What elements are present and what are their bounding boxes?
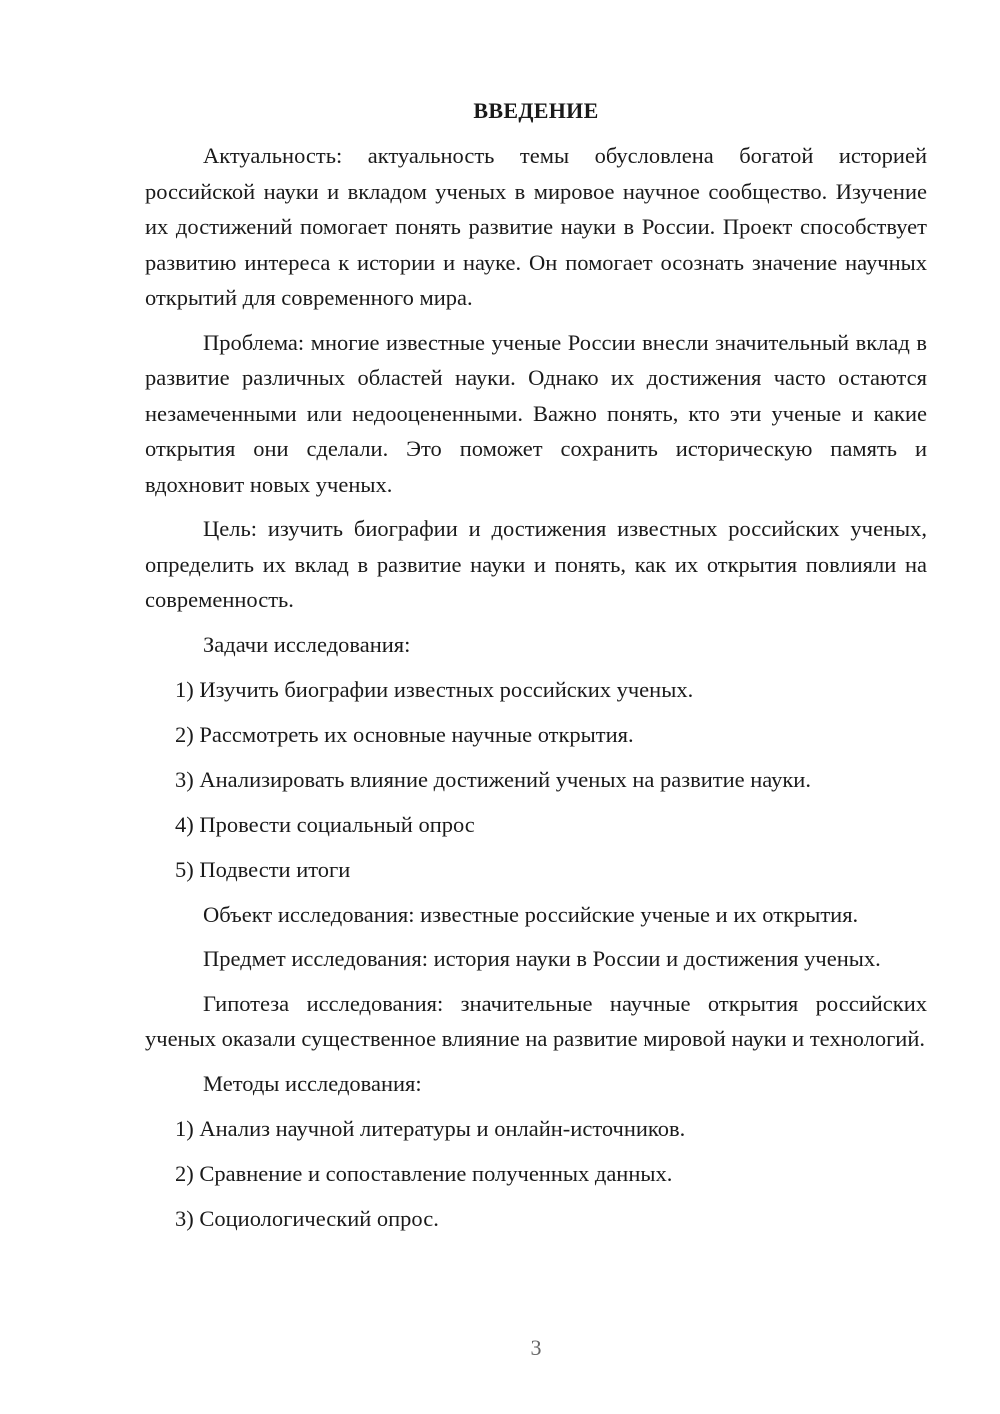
- task-item: 2) Рассмотреть их основные научные открытия.: [175, 721, 634, 747]
- problem-paragraph: Проблема: многие известные ученые России внесли значительный вклад в развитие различных областей науки. Однако их достижения часто остаются незамеченными или недооцененными. Важно понять, кто эти ученые и какие открытия они сделали. Это поможет сохранить историческую память и вдохновит новых ученых.: [145, 329, 927, 497]
- tasks-heading: Задачи исследования:: [203, 631, 411, 657]
- document-page: [145, 96, 927, 1246]
- relevance-paragraph: Актуальность: актуальность темы обусловлена богатой историей российской науки и вкладом ученых в мировое научное сообщество. Изучение их достижений помогает понять развитие науки в России. Проект способствует развитию интереса к истории и науке. Он помогает осознать значение научных открытий для современного мира.: [145, 143, 927, 310]
- method-item: 2) Сравнение и сопоставление полученных данных.: [175, 1160, 673, 1186]
- method-item: 1) Анализ научной литературы и онлайн-источников.: [175, 1115, 686, 1141]
- task-item: 5) Подвести итоги: [175, 856, 351, 882]
- page-number: 3: [530, 1335, 542, 1360]
- section-title: ВВЕДЕНИЕ: [473, 98, 599, 123]
- task-item: 3) Анализировать влияние достижений ученых на развитие науки.: [175, 766, 811, 792]
- task-item: 1) Изучить биографии известных российских ученых.: [175, 676, 694, 702]
- object-paragraph: Объект исследования: известные российские ученые и их открытия.: [203, 901, 859, 927]
- subject-paragraph: Предмет исследования: история науки в России и достижения ученых.: [203, 946, 881, 971]
- task-item: 4) Провести социальный опрос: [175, 811, 475, 837]
- methods-heading: Методы исследования:: [203, 1070, 422, 1096]
- goal-paragraph: Цель: изучить биографии и достижения известных российских ученых, определить их вклад в развитие науки и понять, как их открытия повлияли на современность.: [145, 516, 927, 612]
- method-item: 3) Социологический опрос.: [175, 1205, 439, 1231]
- hypothesis-paragraph: Гипотеза исследования: значительные научные открытия российских ученых оказали существенное влияние на развитие мировой науки и технологий.: [145, 990, 927, 1051]
